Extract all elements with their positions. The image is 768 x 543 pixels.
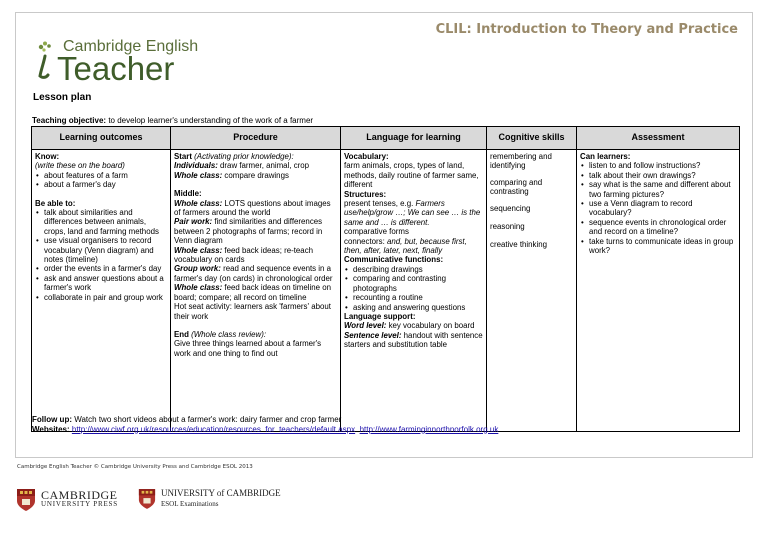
procedure-cell	[171, 150, 341, 432]
list-item: • talk about their own drawings?	[589, 171, 736, 180]
end-text: Give three things learned about a farmer's work and one thing to find out	[174, 339, 322, 358]
able-heading: Be able to:	[35, 198, 76, 208]
word-level-line	[344, 321, 483, 330]
table-row	[32, 150, 740, 432]
cup-name: CAMBRIDGE	[41, 488, 118, 502]
list-item: • order the events in a farmer's day	[44, 264, 167, 273]
follow-up-text: Watch two short videos about a farmer's work: dairy farmer and crop farmer	[72, 415, 342, 424]
list-item: • use a Venn diagram to record vocabulary?	[589, 199, 736, 218]
copyright-notice: Cambridge English Teacher © Cambridge University Press and Cambridge ESOL 2013	[17, 464, 253, 470]
step-text: draw farmer, animal, crop	[217, 161, 310, 171]
assessment-cell	[577, 150, 740, 432]
teaching-objective	[32, 116, 313, 125]
list-item: • talk about similarities and differences between animals, crops, land and farming methods	[44, 208, 167, 236]
step-label: Group work:	[174, 264, 221, 274]
cognitive-skill: sequencing	[490, 203, 531, 213]
step-label: Pair work:	[174, 217, 213, 227]
end-line	[174, 330, 337, 339]
word-level-label: Word level:	[344, 321, 387, 331]
step-text: feed back ideas on timeline on board; compare; all record on timeline	[174, 283, 332, 302]
follow-up-line	[32, 415, 498, 425]
list-item: • listen to and follow instructions?	[589, 161, 736, 170]
list-item: • describing drawings	[353, 265, 483, 274]
follow-up-section	[32, 415, 498, 434]
procedure-step: Hot seat activity: learners ask 'farmers' about their work	[174, 302, 331, 321]
procedure-step	[174, 264, 337, 283]
document-title: CLIL: Introduction to Theory and Practice	[435, 22, 738, 37]
structure-line: comparative forms	[344, 227, 409, 237]
list-item: • about a farmer's day	[44, 180, 167, 189]
cognitive-skill: remembering and identifying	[490, 152, 552, 171]
procedure-step	[174, 171, 337, 180]
list-item: • ask and answer questions about a farmer's work	[44, 274, 167, 293]
header-learning-outcomes: Learning outcomes	[32, 127, 171, 150]
list-item: • asking and answering questions	[353, 303, 483, 312]
website-link-ciwf[interactable]: http://www.ciwf.org.uk/resources/education/resources_for_teachers/default.aspx	[71, 424, 356, 434]
website-link-farming[interactable]: http://www.farminginnorthnorfolk.org.uk	[359, 424, 499, 434]
procedure-step	[174, 161, 337, 170]
list-item: • sequence events in chronological order and record on a timeline?	[589, 218, 736, 237]
structures-heading: Structures:	[344, 189, 387, 199]
header-procedure: Procedure	[171, 127, 341, 150]
list-item: • recounting a routine	[353, 293, 483, 302]
list-item: • comparing and contrasting photographs	[353, 274, 483, 293]
sentence-level-line	[344, 331, 483, 350]
structures-text	[344, 199, 483, 227]
objective-text: to develop learner's understanding of the work of a farmer	[106, 116, 314, 125]
end-note: (Whole class review):	[188, 329, 267, 339]
step-text: read and sequence events in a farmer's day (on cards) in chronological order	[174, 264, 333, 283]
ucles-name: UNIVERSITY of CAMBRIDGE	[161, 488, 281, 498]
list-item: • use visual organisers to record vocabulary (Venn diagram) and notes (timeline)	[44, 236, 167, 264]
vocabulary-text: farm animals, crops, types of land, methods, daily routine of farmer same, different	[344, 161, 479, 190]
objective-label: Teaching objective:	[32, 116, 107, 125]
able-list	[35, 208, 167, 302]
know-subheading: (write these on the board)	[35, 161, 125, 171]
step-text: feed back ideas; re-teach vocabulary on cards	[174, 245, 314, 265]
lesson-plan-table	[31, 126, 740, 432]
websites-label: Websites:	[32, 424, 70, 434]
vocabulary-heading: Vocabulary:	[344, 152, 389, 161]
communicative-functions-list	[344, 265, 483, 312]
procedure-step	[174, 246, 337, 265]
assessment-list	[580, 161, 736, 255]
procedure-step	[174, 283, 337, 302]
language-for-learning-cell	[341, 150, 487, 432]
lesson-plan-heading: Lesson plan	[33, 92, 92, 103]
start-note: (Activating prior knowledge):	[191, 152, 294, 161]
step-label: Whole class:	[174, 245, 223, 255]
end-label: End	[174, 329, 189, 339]
ucles-subname: ESOL Examinations	[161, 500, 219, 508]
know-heading: Know:	[35, 152, 60, 161]
structure-example: Farmers use/help/grow …; We can see … is the same and … is different.	[344, 199, 481, 227]
step-label: Whole class:	[174, 170, 223, 180]
cup-subname: UNIVERSITY PRESS	[41, 500, 118, 508]
middle-label: Middle:	[174, 189, 202, 199]
learning-outcomes-cell	[32, 150, 171, 432]
word-level-text: key vocabulary on board	[386, 321, 475, 331]
list-item: • take turns to communicate ideas in group work?	[589, 237, 736, 256]
cognitive-skills-cell	[487, 150, 577, 432]
connectors-list: and, but, because first, then, after, later, next, finally	[344, 236, 467, 256]
university-shield-icon	[138, 488, 156, 510]
step-label: Individuals:	[174, 161, 218, 171]
cognitive-skill: creative thinking	[490, 240, 548, 250]
logo-brand-text: Cambridge English	[63, 38, 199, 55]
procedure-step	[174, 217, 337, 245]
cognitive-skill: comparing and contrasting	[490, 177, 543, 197]
list-item: • say what is the same and different about two farming pictures?	[589, 180, 736, 199]
procedure-step	[174, 199, 337, 218]
connectors-label: connectors:	[344, 236, 387, 246]
sentence-level-text: handout with sentence starters and substitution table	[344, 330, 483, 350]
websites-line	[32, 425, 498, 435]
step-label: Whole class:	[174, 283, 223, 293]
list-item: • collaborate in pair and group work	[44, 293, 167, 302]
follow-up-label: Follow up:	[32, 415, 72, 424]
step-text: LOTS questions about images of farmers around the world	[174, 198, 331, 218]
start-line	[174, 152, 337, 161]
list-item: • about features of a farm	[44, 171, 167, 180]
start-label: Start	[174, 152, 192, 161]
structure-line: present tenses, e.g.	[344, 199, 416, 209]
step-text: find similarities and differences between 2 photographs of farms; record in Venn diagram	[174, 217, 323, 246]
step-text: compare drawings	[222, 170, 289, 180]
step-label: Whole class:	[174, 198, 223, 208]
language-support-heading: Language support:	[344, 311, 416, 321]
header-language-for-learning: Language for learning	[341, 127, 487, 150]
university-shield-icon	[16, 488, 36, 512]
connectors-line	[344, 237, 483, 256]
logo-teacher-text: Teacher	[57, 50, 175, 87]
header-cognitive-skills: Cognitive skills	[487, 127, 577, 150]
header-assessment: Assessment	[577, 127, 740, 150]
sentence-level-label: Sentence level:	[344, 330, 402, 340]
know-list	[35, 171, 167, 190]
communicative-functions-heading: Communicative functions:	[344, 255, 444, 265]
assessment-heading: Can learners:	[580, 152, 631, 161]
table-header-row	[32, 127, 740, 150]
cognitive-skill: reasoning	[490, 222, 525, 232]
